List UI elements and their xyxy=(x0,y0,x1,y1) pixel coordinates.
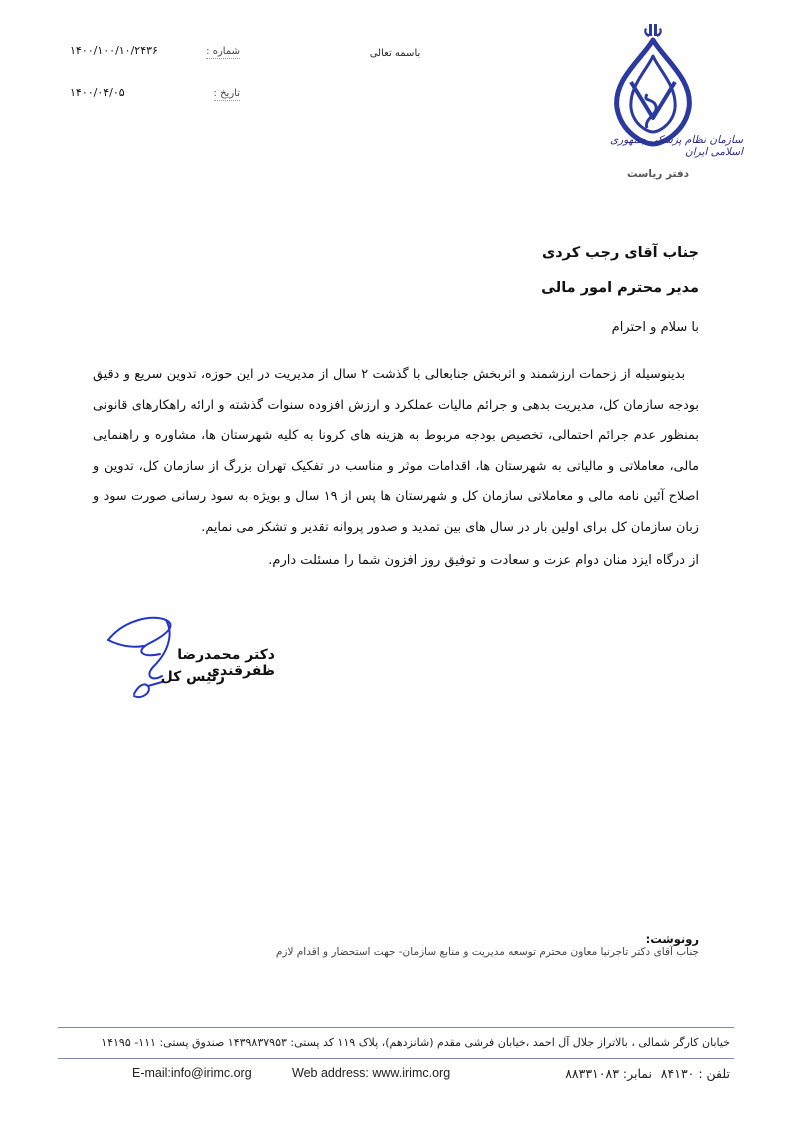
letter-date xyxy=(70,86,240,104)
cc-text: جناب آقای دکتر تاجرنیا معاون محترم توسعه مدیریت و منابع سازمان- جهت استحضار و اقدام لازم xyxy=(275,946,699,958)
footer-website: Web address: www.irimc.org xyxy=(292,1066,451,1080)
letter-body xyxy=(93,360,699,543)
footer-divider-bottom xyxy=(58,1058,734,1059)
office-label: دفتر ریاست xyxy=(626,168,690,180)
letter-number xyxy=(70,44,240,62)
letter-number-value: ۱۴۰۰/۱۰۰/۱۰/۲۴۳۶ xyxy=(70,44,158,57)
addressee-name: جناب آقای رجب کردی xyxy=(541,245,699,261)
organization-name: سازمان نظام پزشکی جمهوری اسلامی ایران xyxy=(609,134,743,158)
signatory-name: دکتر محمدرضا ظفرقندی xyxy=(177,647,275,679)
salutation: با سلام و احترام xyxy=(611,320,699,335)
footer-email: E-mail:info@irimc.org xyxy=(132,1066,252,1080)
body-paragraph: بدینوسیله از زحمات ارزشمند و اثربخش جنابعالی با گذشت ۲ سال از مدیریت در این حوزه، تدوین سریع و دقیق بودجه سازمان کل، مدیریت بدهی و جرائم مالیات عملکرد و ارزش افزوده سنوات گذشته و ارائه راهکارهای قانونی بمنظور عدم جرائم احتمالی، تخصیص بودجه مربوط به هزینه های کرونا به کلیه شهرستان ها، مشاوره و راهنمایی مالی، معاملاتی و مالیاتی به شهرستان ها، اقدامات موثر و مناسب در تفکیک تهران بزرگ از سازمان کل، تدوین و اصلاح آئین نامه مالی و معاملاتی سازمان کل و شهرستان ها پس از ۱۹ سال و بویژه به سود رسانی صورت سود و زبان سازمان کل برای اولین بار در سال های بین تمدید و صدور پروانه تقدیر و تشکر می نمایم. xyxy=(93,367,699,535)
letter-date-label: تاریخ : xyxy=(213,88,240,99)
closing-line: از درگاه ایزد منان دوام عزت و سعادت و توفیق روز افزون شما را مسئلت دارم. xyxy=(268,553,699,568)
cc-label: رونوشت: xyxy=(645,932,699,946)
footer-divider-top xyxy=(58,1027,734,1028)
addressee-title: مدیر محترم امور مالی xyxy=(541,280,699,296)
invocation-heading: باسمه تعالی xyxy=(369,48,421,59)
letter-date-value: ۱۴۰۰/۰۴/۰۵ xyxy=(70,86,125,99)
footer-contacts xyxy=(132,1066,730,1086)
medical-council-logo-icon xyxy=(603,22,703,152)
footer-address: خیابان کارگر شمالی ، بالاتراز جلال آل احمد ،خیابان فرشی مقدم (شانزدهم)، پلاک ۱۱۹ کد پستی: ۱۴۳۹۸۳۷۹۵۳ صندوق پستی: ۱۱۱- ۱۴۱۹۵ xyxy=(101,1036,730,1049)
signatory-title: رئیس کل xyxy=(160,669,225,685)
letter-number-label: شماره : xyxy=(206,46,240,57)
footer-phone: تلفن : ۸۴۱۳۰ xyxy=(660,1066,730,1081)
footer-fax: نمابر: ۸۸۳۳۱۰۸۳ xyxy=(565,1066,652,1081)
